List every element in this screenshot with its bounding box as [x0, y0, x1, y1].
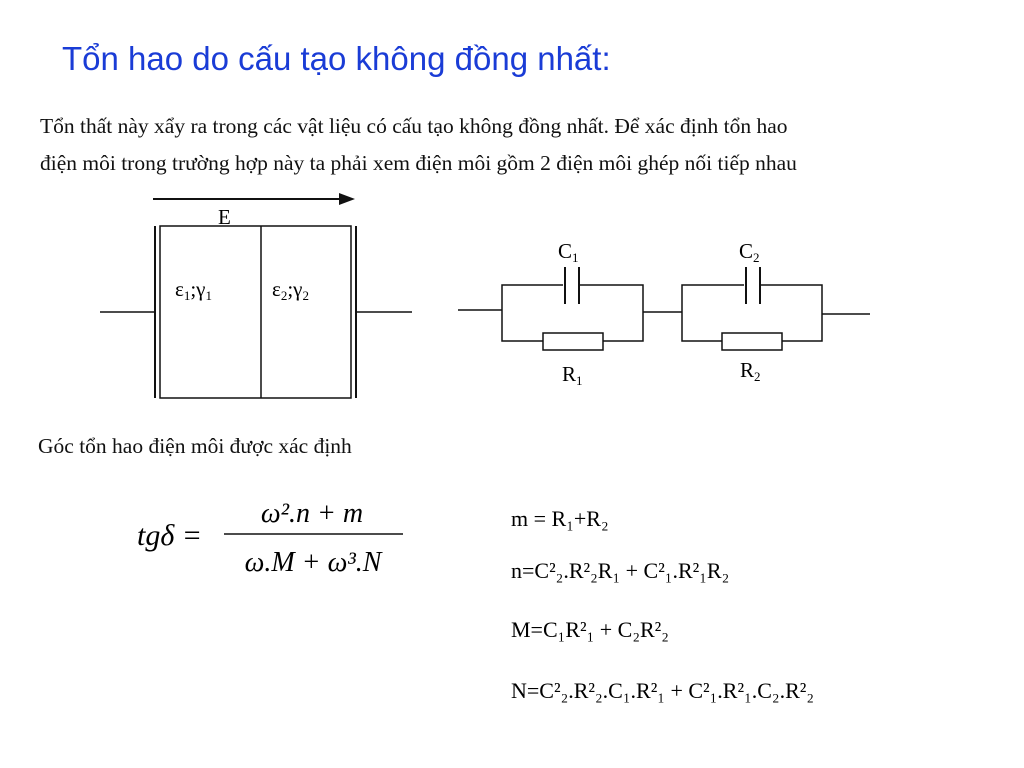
layer2-separator: ; [287, 277, 294, 301]
layer2-gamma: γ [293, 277, 303, 301]
r2-sym: R [740, 358, 755, 382]
tan-delta-lhs: tgδ = [137, 519, 203, 552]
dielectric-block [160, 226, 351, 398]
paragraph-line-1: Tổn thất này xẩy ra trong các vật liệu có cấu tạo không đồng nhất. Để xác định tổn hao [40, 114, 788, 138]
layer1-eps: ε [175, 277, 184, 301]
c2-sub: 2 [753, 250, 760, 265]
layer1-params [175, 277, 212, 303]
layer1-eps-sub: 1 [183, 288, 191, 303]
def-M: M=C₁R²₁ + C₂R²₂ [511, 617, 669, 642]
def-n: n=C²₂.R²₂R₁ + C²₁.R²₁R₂ [511, 558, 730, 583]
r1-sym: R [562, 362, 577, 386]
r1-sub: 1 [576, 373, 583, 388]
layer2-eps: ε [272, 277, 281, 301]
layer2-params [272, 277, 309, 303]
formula-denominator: ω.M + ω³.N [244, 547, 382, 578]
r2-label [740, 358, 761, 384]
c1-sym: C [558, 239, 573, 263]
r2-resistor [722, 333, 782, 350]
c2-label [739, 239, 760, 265]
c1-label [558, 239, 579, 265]
c1-sub: 1 [572, 250, 579, 265]
paragraph-line-2: điện môi trong trường hợp này ta phải xem điện môi gồm 2 điện môi ghép nối tiếp nhau [40, 151, 797, 175]
equivalent-circuit [458, 267, 870, 350]
field-label: E [218, 205, 231, 229]
loss-angle-heading: Góc tổn hao điện môi được xác định [38, 434, 352, 458]
r2-sub: 2 [754, 369, 761, 384]
c2-sym: C [739, 239, 754, 263]
r1-label [562, 362, 583, 388]
def-N: N=C²₂.R²₂.C₁.R²₁ + C²₁.R²₁.C₂.R²₂ [511, 678, 815, 703]
slide-title: Tổn hao do cấu tạo không đồng nhất: [62, 40, 611, 77]
layer1-separator: ; [190, 277, 197, 301]
layer1-gamma: γ [196, 277, 206, 301]
layer2-eps-sub: 2 [280, 288, 288, 303]
layer2-gamma-sub: 2 [302, 288, 309, 303]
layer1-gamma-sub: 1 [205, 288, 212, 303]
def-m: m = R₁+R₂ [511, 506, 609, 531]
field-arrow-head [339, 193, 355, 205]
dielectric-figure [100, 193, 412, 398]
r1-resistor [543, 333, 603, 350]
formula-numerator: ω².n + m [260, 498, 364, 529]
